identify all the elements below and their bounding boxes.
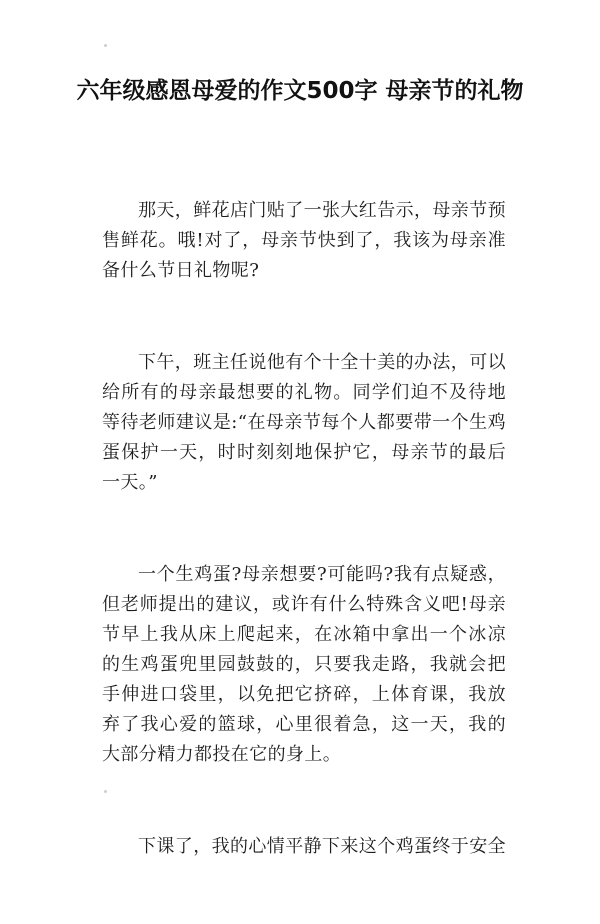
document-title: 六年级感恩母爱的作文500字 母亲节的礼物 [76,78,524,104]
paragraph-4: 下课了，我的心情平静下来这个鸡蛋终于安全 [138,836,506,857]
paragraph-2: 下午，班主任说他有个十全十美的办法，可以给所有的母亲最想要的礼物。同学们迫不及待地等待老师建议是:“在母亲节每个人都要带一个生鸡蛋保护一天，时时刻刻地保护它，母亲节的最后一天。” [102,352,506,493]
document-body [102,196,506,924]
paragraph-3: 一个生鸡蛋?母亲想要?可能吗?我有点疑惑，但老师提出的建议，或许有什么特殊含义吧!母亲节早上我从床上爬起来，在冰箱中拿出一个冰凉的生鸡蛋兜里园鼓鼓的，只要我走路，我就会把手伸进口袋里，以免把它挤碎，上体育课，我放弃了我心爱的篮球，心里很着急，这一天，我的大部分精力都投在它的身上。 [102,564,506,765]
page-corner-mark [104,44,107,47]
paragraph-1: 那天，鲜花店门贴了一张大红告示，母亲节预售鲜花。哦!对了，母亲节快到了，我该为母亲准备什么节日礼物呢? [102,200,506,281]
